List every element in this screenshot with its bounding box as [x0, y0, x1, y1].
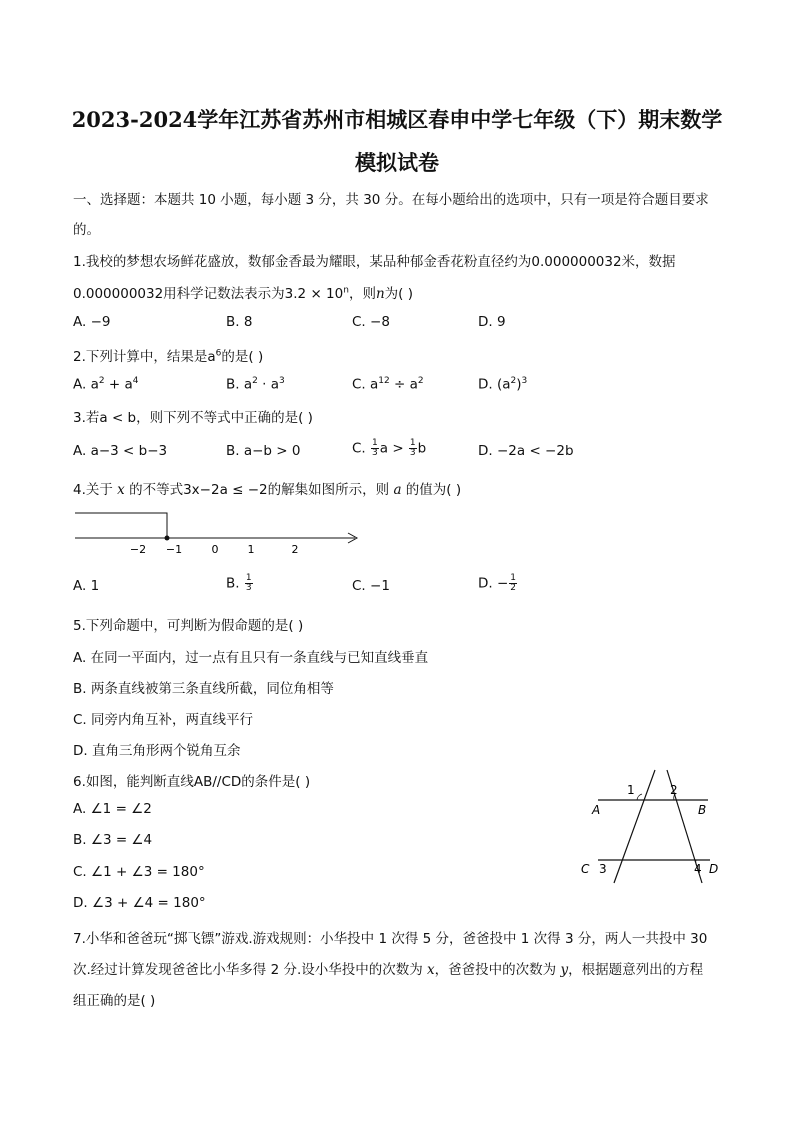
q4-variable-x: x	[117, 482, 125, 498]
q1-variable-n: n	[375, 286, 385, 302]
solution-set-bracket	[75, 513, 167, 538]
tick-label-1: 1	[247, 543, 255, 556]
q1-stem-line1: 1.我校的梦想农场鲜花盛放，数郁金香最为耀眼，某品种郁金香花粉直径约为0.000000032米，数据	[73, 254, 676, 270]
q1-option-b: B. 8	[226, 314, 253, 330]
q7-line2-text-b: ，爸爸投中的次数为	[434, 962, 561, 978]
q3-stem: 3.若a < b，则下列不等式中正确的是( )	[73, 410, 313, 426]
section-header-line2: 的。	[73, 222, 100, 238]
q4-variable-a: a	[393, 482, 402, 498]
q1-stem-line2	[73, 282, 413, 302]
q6-option-c: C. ∠1 + ∠3 = 180°	[73, 864, 205, 880]
q3-option-c	[352, 439, 426, 458]
q4-d-fraction	[509, 574, 517, 593]
q3-c-tail: b	[417, 440, 427, 457]
q2-option-b	[226, 376, 285, 393]
q2-stem-text-a: 2.下列计算中，结果是a	[73, 349, 216, 365]
q4-b-den: 3	[245, 583, 252, 593]
q1-option-a: A. −9	[73, 314, 111, 330]
q2-b-mid: · a	[257, 376, 280, 393]
solution-endpoint-dot	[165, 536, 170, 541]
q7-variable-x: x	[427, 962, 435, 978]
q3-option-d: D. −2a < −2b	[478, 443, 574, 459]
q2-a-exp1: 2	[98, 376, 105, 386]
q3-c-fraction1	[371, 439, 379, 458]
angle-1-arc	[637, 794, 642, 800]
q2-option-c	[352, 376, 424, 393]
q5-stem: 5.下列命题中，可判断为假命题的是( )	[73, 618, 304, 634]
q6-parallel-lines-figure	[578, 765, 728, 890]
q4-option-a: A. 1	[73, 578, 100, 594]
q4-stem-text-b: 的不等式3x−2a ≤ −2的解集如图所示，则	[124, 482, 394, 498]
q4-d-den: 2	[510, 583, 517, 593]
q7-stem-line3: 组正确的是( )	[73, 993, 156, 1009]
q2-c-exp1: 12	[378, 376, 390, 386]
q3-c-frac1-num: 1	[372, 438, 378, 448]
q7-line2-text-a: 次.经过计算发现爸爸比小华多得 2 分.设小华投中的次数为	[73, 962, 428, 978]
q2-d-exp1: 2	[510, 376, 517, 386]
q3-c-mid: a >	[379, 440, 408, 457]
q2-d-base: (a	[496, 376, 511, 393]
q3-option-a: A. a−3 < b−3	[73, 443, 168, 459]
q6-option-a: A. ∠1 = ∠2	[73, 801, 152, 817]
tick-label-neg2: −2	[129, 543, 147, 556]
q2-c-label: C.	[352, 376, 371, 393]
q2-a-base: a	[90, 376, 99, 393]
q1-option-d: D. 9	[478, 314, 506, 330]
q2-b-exp1: 2	[252, 376, 258, 386]
q2-c-mid: ÷ a	[389, 376, 418, 393]
q6-option-b: B. ∠3 = ∠4	[73, 832, 153, 848]
q4-b-fraction	[245, 574, 253, 593]
exam-title-line2: 模拟试卷	[355, 150, 439, 175]
q7-stem-line1: 7.小华和爸爸玩“掷飞镖”游戏.游戏规则：小华投中 1 次得 5 分，爸爸投中 1 次得 3 分，两人一共投中 30	[73, 931, 708, 947]
q4-b-num: 1	[245, 573, 252, 583]
q4-option-d	[478, 574, 518, 593]
label-angle-3: 3	[599, 862, 607, 876]
label-point-d: D	[709, 862, 719, 876]
q2-b-base: a	[243, 376, 253, 393]
tick-label-neg1: −1	[165, 543, 183, 556]
q1-option-c: C. −8	[352, 314, 390, 330]
q1-line2-text-a: 0.000000032用科学记数法表示为3.2 × 10	[73, 286, 344, 302]
q3-c-label: C.	[352, 440, 371, 457]
q5-option-d: D. 直角三角形两个锐角互余	[73, 743, 241, 759]
exam-title-line1: 2023-2024学年江苏省苏州市相城区春申中学七年级（下）期末数学	[71, 107, 723, 132]
q6-stem: 6.如图，能判断直线AB//CD的条件是( )	[73, 774, 311, 790]
q7-variable-y: y	[560, 962, 569, 978]
q2-a-mid: + a	[104, 376, 133, 393]
label-angle-4: 4	[694, 862, 702, 876]
tick-label-0: 0	[211, 543, 219, 556]
q3-c-frac2-den: 3	[409, 448, 416, 458]
q4-option-b	[226, 574, 254, 593]
q4-d-num: 1	[510, 573, 517, 583]
q2-c-base: a	[370, 376, 379, 393]
q2-option-d	[478, 376, 527, 393]
q2-b-label: B.	[226, 376, 244, 393]
q5-option-c: C. 同旁内角互补，两直线平行	[73, 712, 254, 728]
q5-option-a: A. 在同一平面内，过一点有且只有一条直线与已知直线垂直	[73, 650, 429, 666]
q2-stem-text-b: 的是( )	[221, 349, 264, 365]
q2-a-label: A.	[73, 376, 91, 393]
q2-d-exp2: 3	[521, 376, 528, 386]
q3-c-frac2-num: 1	[409, 438, 416, 448]
q3-c-fraction2	[409, 439, 417, 458]
q4-stem	[73, 478, 461, 498]
q1-line2-text-b: ，则	[348, 286, 376, 302]
label-point-c: C	[581, 862, 590, 876]
q4-stem-text-c: 的值为( )	[401, 482, 462, 498]
q4-stem-text-a: 4.关于	[73, 482, 118, 498]
q7-line2-text-c: ，根据题意列出的方程	[568, 962, 704, 978]
q2-d-label: D.	[478, 376, 497, 393]
q1-line2-text-c: 为( )	[384, 286, 413, 302]
q4-number-line-figure	[70, 505, 370, 557]
q7-stem-line2	[73, 958, 703, 978]
q2-option-a	[73, 376, 139, 393]
q3-option-b: B. a−b > 0	[226, 443, 301, 459]
q5-option-b: B. 两条直线被第三条直线所截，同位角相等	[73, 681, 334, 697]
label-point-a: A	[592, 803, 601, 817]
tick-label-2: 2	[291, 543, 299, 556]
q2-a-exp2: 4	[132, 376, 139, 386]
q4-option-c: C. −1	[352, 578, 390, 594]
q4-b-label: B.	[226, 575, 244, 592]
q1-exponent: n	[343, 285, 349, 296]
q6-option-d: D. ∠3 + ∠4 = 180°	[73, 895, 206, 911]
q2-stem-exponent: 6	[215, 348, 222, 359]
section-header-line1: 一、选择题：本题共 10 小题，每小题 3 分，共 30 分。在每小题给出的选项中，只有一项是符合题目要求	[73, 192, 709, 208]
q3-c-frac1-den: 3	[372, 448, 378, 458]
q2-d-mid: )	[516, 376, 522, 393]
label-angle-1: 1	[627, 783, 635, 797]
label-angle-2: 2	[670, 783, 678, 797]
q2-stem	[73, 345, 263, 365]
q2-c-exp2: 2	[417, 376, 424, 386]
label-point-b: B	[698, 803, 707, 817]
q2-b-exp2: 3	[279, 376, 285, 386]
q4-d-label: D. −	[478, 575, 509, 592]
